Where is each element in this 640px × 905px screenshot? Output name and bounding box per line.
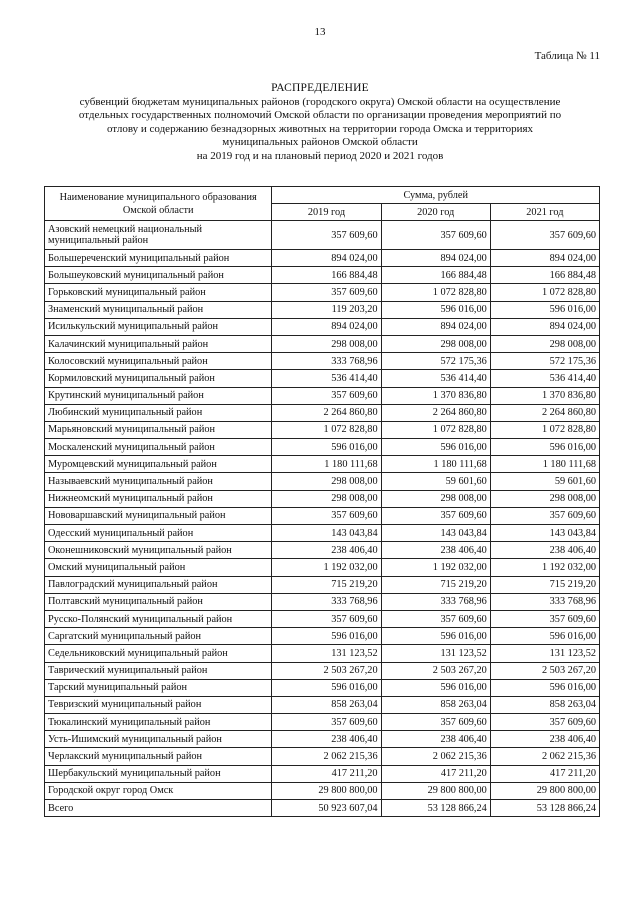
row-value-2019: 894 024,00 xyxy=(272,250,381,267)
row-value-2021: 298 008,00 xyxy=(490,335,599,352)
row-value-2020: 1 192 032,00 xyxy=(381,559,490,576)
row-value-2021: 357 609,60 xyxy=(490,714,599,731)
row-value-2020: 357 609,60 xyxy=(381,221,490,250)
document-title xyxy=(40,82,600,163)
row-name-cell: Большеуковский муниципальный район xyxy=(45,267,272,284)
column-header-sum: Сумма, рублей xyxy=(272,187,600,204)
row-value-2021: 143 043,84 xyxy=(490,525,599,542)
row-name-cell: Нижнеомский муниципальный район xyxy=(45,490,272,507)
table-row xyxy=(45,370,600,387)
row-name-cell: Калачинский муниципальный район xyxy=(45,335,272,352)
row-value-2019: 357 609,60 xyxy=(272,610,381,627)
row-value-2020: 858 263,04 xyxy=(381,696,490,713)
row-value-2019: 143 043,84 xyxy=(272,525,381,542)
row-value-2020: 53 128 866,24 xyxy=(381,800,490,817)
row-name-cell: Муромцевский муниципальный район xyxy=(45,456,272,473)
row-value-2019: 298 008,00 xyxy=(272,473,381,490)
row-value-2020: 238 406,40 xyxy=(381,731,490,748)
table-row xyxy=(45,782,600,799)
row-value-2021: 1 192 032,00 xyxy=(490,559,599,576)
row-name-cell: Оконешниковский муниципальный район xyxy=(45,542,272,559)
row-name-cell: Называевский муниципальный район xyxy=(45,473,272,490)
row-value-2019: 2 503 267,20 xyxy=(272,662,381,679)
row-name-cell: Русско-Полянский муниципальный район xyxy=(45,610,272,627)
table-row xyxy=(45,593,600,610)
page-number: 13 xyxy=(314,26,326,38)
title-heading: РАСПРЕДЕЛЕНИЕ xyxy=(271,82,369,94)
table-label: Таблица № 11 xyxy=(534,50,600,62)
row-name-cell: Тевризский муниципальный район xyxy=(45,696,272,713)
row-value-2020: 357 609,60 xyxy=(381,507,490,524)
row-value-2021: 596 016,00 xyxy=(490,301,599,318)
row-value-2020: 333 768,96 xyxy=(381,593,490,610)
row-value-2019: 417 211,20 xyxy=(272,765,381,782)
row-name-cell: Кормиловский муниципальный район xyxy=(45,370,272,387)
row-name-cell: Седельниковский муниципальный район xyxy=(45,645,272,662)
row-value-2019: 333 768,96 xyxy=(272,353,381,370)
row-name-cell: Колосовский муниципальный район xyxy=(45,353,272,370)
row-value-2020: 298 008,00 xyxy=(381,490,490,507)
row-value-2019: 596 016,00 xyxy=(272,628,381,645)
row-name-cell: Горьковский муниципальный район xyxy=(45,284,272,301)
row-name-cell: Всего xyxy=(45,800,272,817)
row-value-2019: 357 609,60 xyxy=(272,221,381,250)
row-name-cell: Омский муниципальный район xyxy=(45,559,272,576)
table-row xyxy=(45,679,600,696)
row-value-2019: 357 609,60 xyxy=(272,284,381,301)
row-value-2020: 1 370 836,80 xyxy=(381,387,490,404)
row-value-2021: 333 768,96 xyxy=(490,593,599,610)
row-name-cell: Азовский немецкий национальный муниципальный район xyxy=(45,221,272,250)
row-name-cell: Крутинский муниципальный район xyxy=(45,387,272,404)
row-value-2019: 166 884,48 xyxy=(272,267,381,284)
row-value-2021: 357 609,60 xyxy=(490,221,599,250)
row-value-2020: 2 062 215,36 xyxy=(381,748,490,765)
row-value-2021: 1 072 828,80 xyxy=(490,284,599,301)
table-row xyxy=(45,473,600,490)
row-value-2021: 59 601,60 xyxy=(490,473,599,490)
row-value-2021: 596 016,00 xyxy=(490,439,599,456)
row-value-2021: 894 024,00 xyxy=(490,318,599,335)
row-value-2021: 357 609,60 xyxy=(490,610,599,627)
row-value-2019: 357 609,60 xyxy=(272,507,381,524)
title-line: муниципальных районов Омской области xyxy=(222,136,418,148)
row-name-cell: Одесский муниципальный район xyxy=(45,525,272,542)
row-value-2019: 596 016,00 xyxy=(272,679,381,696)
row-value-2020: 238 406,40 xyxy=(381,542,490,559)
row-name-cell: Таврический муниципальный район xyxy=(45,662,272,679)
row-value-2020: 1 180 111,68 xyxy=(381,456,490,473)
row-value-2021: 1 072 828,80 xyxy=(490,421,599,438)
table-row xyxy=(45,221,600,250)
row-value-2019: 536 414,40 xyxy=(272,370,381,387)
row-value-2021: 2 062 215,36 xyxy=(490,748,599,765)
row-value-2021: 29 800 800,00 xyxy=(490,782,599,799)
row-name-cell: Нововаршавский муниципальный район xyxy=(45,507,272,524)
row-value-2019: 238 406,40 xyxy=(272,731,381,748)
row-name-cell: Усть-Ишимский муниципальный район xyxy=(45,731,272,748)
table-row xyxy=(45,404,600,421)
row-name-cell: Тарский муниципальный район xyxy=(45,679,272,696)
row-value-2020: 596 016,00 xyxy=(381,679,490,696)
table-row xyxy=(45,318,600,335)
table-row xyxy=(45,284,600,301)
table-row xyxy=(45,800,600,817)
table-row xyxy=(45,628,600,645)
row-value-2020: 1 072 828,80 xyxy=(381,421,490,438)
table-row xyxy=(45,610,600,627)
table-row xyxy=(45,576,600,593)
row-name-cell: Марьяновский муниципальный район xyxy=(45,421,272,438)
row-name-cell: Знаменский муниципальный район xyxy=(45,301,272,318)
row-value-2019: 894 024,00 xyxy=(272,318,381,335)
row-value-2019: 715 219,20 xyxy=(272,576,381,593)
row-value-2020: 2 503 267,20 xyxy=(381,662,490,679)
title-line: на 2019 год и на плановый период 2020 и 2021 годов xyxy=(196,149,444,162)
distribution-table xyxy=(44,186,600,817)
row-name-cell: Любинский муниципальный район xyxy=(45,404,272,421)
table-row xyxy=(45,387,600,404)
row-value-2020: 1 072 828,80 xyxy=(381,284,490,301)
title-line: субвенций бюджетам муниципальных районов (городского округа) Омской области на осуществление xyxy=(79,95,561,108)
table-row xyxy=(45,267,600,284)
table-row xyxy=(45,662,600,679)
row-value-2021: 1 370 836,80 xyxy=(490,387,599,404)
row-value-2021: 357 609,60 xyxy=(490,507,599,524)
row-value-2020: 357 609,60 xyxy=(381,610,490,627)
row-value-2021: 536 414,40 xyxy=(490,370,599,387)
row-value-2019: 119 203,20 xyxy=(272,301,381,318)
row-value-2019: 50 923 607,04 xyxy=(272,800,381,817)
row-value-2019: 2 062 215,36 xyxy=(272,748,381,765)
row-value-2020: 29 800 800,00 xyxy=(381,782,490,799)
row-value-2021: 131 123,52 xyxy=(490,645,599,662)
row-value-2019: 238 406,40 xyxy=(272,542,381,559)
table-row xyxy=(45,301,600,318)
column-header-2020: 2020 год xyxy=(381,204,490,221)
row-name-cell: Тюкалинский муниципальный район xyxy=(45,714,272,731)
table-row xyxy=(45,731,600,748)
row-value-2019: 2 264 860,80 xyxy=(272,404,381,421)
row-value-2021: 298 008,00 xyxy=(490,490,599,507)
table-row xyxy=(45,525,600,542)
table-body xyxy=(45,221,600,817)
row-value-2020: 298 008,00 xyxy=(381,335,490,352)
row-value-2019: 333 768,96 xyxy=(272,593,381,610)
table-row xyxy=(45,714,600,731)
row-value-2019: 298 008,00 xyxy=(272,490,381,507)
row-name-cell: Черлакский муниципальный район xyxy=(45,748,272,765)
row-value-2019: 1 192 032,00 xyxy=(272,559,381,576)
row-value-2020: 2 264 860,80 xyxy=(381,404,490,421)
row-value-2021: 858 263,04 xyxy=(490,696,599,713)
table-row xyxy=(45,421,600,438)
column-header-name: Наименование муниципального образования Омской области xyxy=(45,187,272,221)
row-value-2019: 131 123,52 xyxy=(272,645,381,662)
table-row xyxy=(45,490,600,507)
row-value-2019: 357 609,60 xyxy=(272,387,381,404)
row-value-2020: 166 884,48 xyxy=(381,267,490,284)
row-name-cell: Полтавский муниципальный район xyxy=(45,593,272,610)
row-value-2020: 894 024,00 xyxy=(381,250,490,267)
row-value-2021: 53 128 866,24 xyxy=(490,800,599,817)
row-value-2021: 596 016,00 xyxy=(490,628,599,645)
column-header-2021: 2021 год xyxy=(490,204,599,221)
table-row xyxy=(45,765,600,782)
row-value-2019: 1 072 828,80 xyxy=(272,421,381,438)
row-value-2020: 357 609,60 xyxy=(381,714,490,731)
row-value-2020: 894 024,00 xyxy=(381,318,490,335)
row-name-cell: Исилькульский муниципальный район xyxy=(45,318,272,335)
row-value-2021: 2 503 267,20 xyxy=(490,662,599,679)
table-row xyxy=(45,542,600,559)
row-value-2019: 29 800 800,00 xyxy=(272,782,381,799)
row-name-cell: Шербакульский муниципальный район xyxy=(45,765,272,782)
table-row xyxy=(45,439,600,456)
row-value-2020: 59 601,60 xyxy=(381,473,490,490)
table-row xyxy=(45,250,600,267)
row-value-2021: 1 180 111,68 xyxy=(490,456,599,473)
row-value-2019: 596 016,00 xyxy=(272,439,381,456)
row-value-2020: 131 123,52 xyxy=(381,645,490,662)
row-value-2021: 166 884,48 xyxy=(490,267,599,284)
row-value-2019: 357 609,60 xyxy=(272,714,381,731)
table-row xyxy=(45,645,600,662)
row-value-2020: 715 219,20 xyxy=(381,576,490,593)
row-value-2021: 894 024,00 xyxy=(490,250,599,267)
row-value-2021: 238 406,40 xyxy=(490,542,599,559)
row-value-2019: 1 180 111,68 xyxy=(272,456,381,473)
row-name-cell: Саргатский муниципальный район xyxy=(45,628,272,645)
table-row xyxy=(45,507,600,524)
row-value-2019: 298 008,00 xyxy=(272,335,381,352)
table-row xyxy=(45,696,600,713)
row-value-2021: 715 219,20 xyxy=(490,576,599,593)
row-name-cell: Павлоградский муниципальный район xyxy=(45,576,272,593)
row-value-2021: 238 406,40 xyxy=(490,731,599,748)
table-row xyxy=(45,559,600,576)
row-name-cell: Большереченский муниципальный район xyxy=(45,250,272,267)
row-value-2021: 596 016,00 xyxy=(490,679,599,696)
row-value-2020: 143 043,84 xyxy=(381,525,490,542)
row-value-2020: 417 211,20 xyxy=(381,765,490,782)
title-line: отдельных государственных полномочий Омской области по организации проведения мероприятий по xyxy=(78,109,562,121)
table-row xyxy=(45,456,600,473)
table-row xyxy=(45,748,600,765)
column-header-2019: 2019 год xyxy=(272,204,381,221)
row-value-2021: 572 175,36 xyxy=(490,353,599,370)
row-value-2020: 536 414,40 xyxy=(381,370,490,387)
title-line: отлову и содержанию безнадзорных животных на территории города Омска и территориях xyxy=(106,122,534,135)
row-value-2020: 596 016,00 xyxy=(381,628,490,645)
row-name-cell: Городской округ город Омск xyxy=(45,782,272,799)
row-value-2019: 858 263,04 xyxy=(272,696,381,713)
row-value-2021: 2 264 860,80 xyxy=(490,404,599,421)
row-value-2021: 417 211,20 xyxy=(490,765,599,782)
table-row xyxy=(45,335,600,352)
row-name-cell: Москаленский муниципальный район xyxy=(45,439,272,456)
table-row xyxy=(45,353,600,370)
row-value-2020: 596 016,00 xyxy=(381,301,490,318)
row-value-2020: 596 016,00 xyxy=(381,439,490,456)
row-value-2020: 572 175,36 xyxy=(381,353,490,370)
